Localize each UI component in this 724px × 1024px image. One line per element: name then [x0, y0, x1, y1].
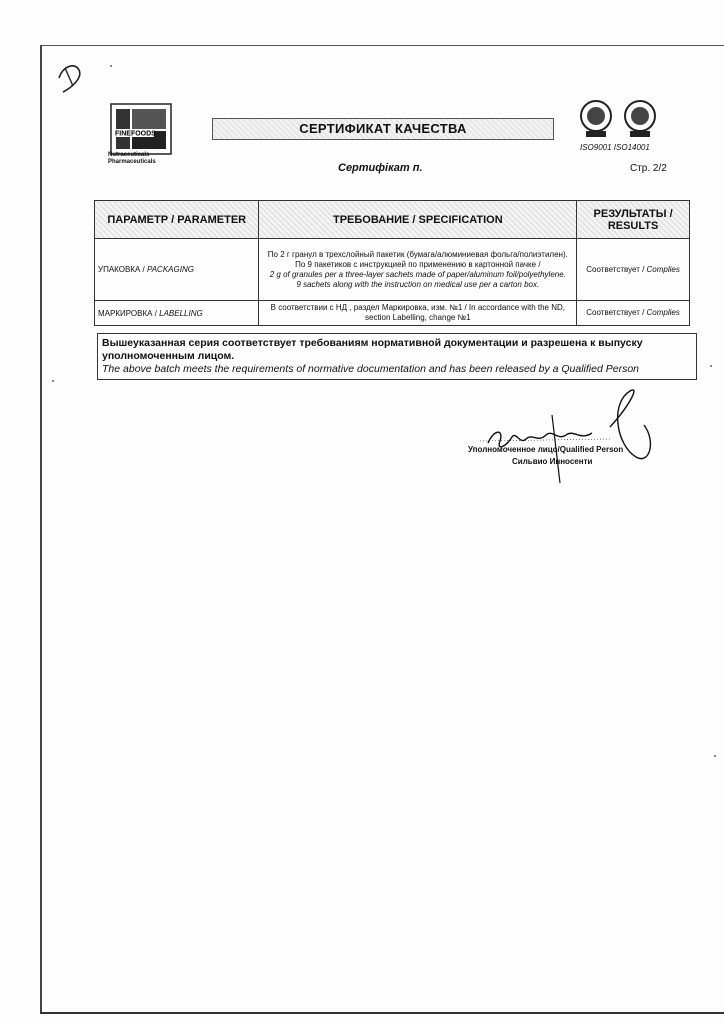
scan-speck: [52, 380, 54, 382]
specification-table: [94, 200, 690, 326]
scan-speck: [714, 755, 716, 757]
page-frame-top: [40, 45, 724, 46]
certificate-title: СЕРТИФИКАТ КАЧЕСТВА: [212, 118, 554, 140]
finefoods-logo: [110, 103, 172, 155]
param-packaging: УПАКОВКА / PACKAGING: [95, 239, 259, 301]
result-labelling: Соответствует / Complies: [577, 301, 690, 326]
scan-speck: [710, 365, 712, 367]
table-row: [95, 301, 690, 326]
iso-labels: ISO9001 ISO14001: [580, 143, 650, 152]
scan-speck: [110, 65, 112, 67]
page-number: Стр. 2/2: [630, 163, 667, 174]
release-statement: [97, 333, 697, 380]
signature-icon: [460, 385, 690, 495]
certificate-number-label: Сертифікат п.: [338, 162, 423, 174]
table-header-row: [95, 201, 690, 239]
signature-title: Уполномоченное лицо/Qualified Person: [468, 445, 624, 454]
logo-subtitle-line1: Nutraceuticals: [108, 152, 150, 158]
iso-certification-logos-icon: [578, 98, 668, 140]
statement-en: The above batch meets the requirements of normative documentation and has been released by a Qualified Person: [102, 363, 639, 375]
header-results: РЕЗУЛЬТАТЫ / RESULTS: [577, 201, 690, 239]
handwritten-mark-icon: [55, 58, 85, 98]
page-frame-bottom: [40, 1012, 724, 1014]
result-packaging: Соответствует / Complies: [577, 239, 690, 301]
table-row: [95, 239, 690, 301]
spec-packaging: По 2 г гранул в трехслойный пакетик (бумага/алюминиевая фольга/полиэтилен). По 9 пакетиков с инструкцией по применению в картонной пачке / 2 g of granules per a three-layer sachets made of paper/aluminum foil/polyethylene. 9 sachets along with the instruction on medical use per a carton box.: [259, 239, 577, 301]
page-frame-left: [40, 45, 42, 1013]
param-labelling: МАРКИРОВКА / LABELLING: [95, 301, 259, 326]
header-parameter: ПАРАМЕТР / PARAMETER: [95, 201, 259, 239]
header-specification: ТРЕБОВАНИЕ / SPECIFICATION: [259, 201, 577, 239]
logo-brand-text: FINEFOODS: [115, 130, 156, 138]
logo-subtitle-line2: Pharmaceuticals: [108, 159, 156, 165]
signatory-name: Сильвио Инносенти: [512, 457, 593, 466]
spec-labelling: В соответствии с НД , раздел Маркировка, изм. №1 / In accordance with the ND, section Labelling, change №1: [259, 301, 577, 326]
statement-ru: Вышеуказанная серия соответствует требованиям нормативной документации и разрешена к выпуску уполномоченным лицом.: [102, 337, 643, 362]
logo-subtitle: [108, 152, 178, 166]
